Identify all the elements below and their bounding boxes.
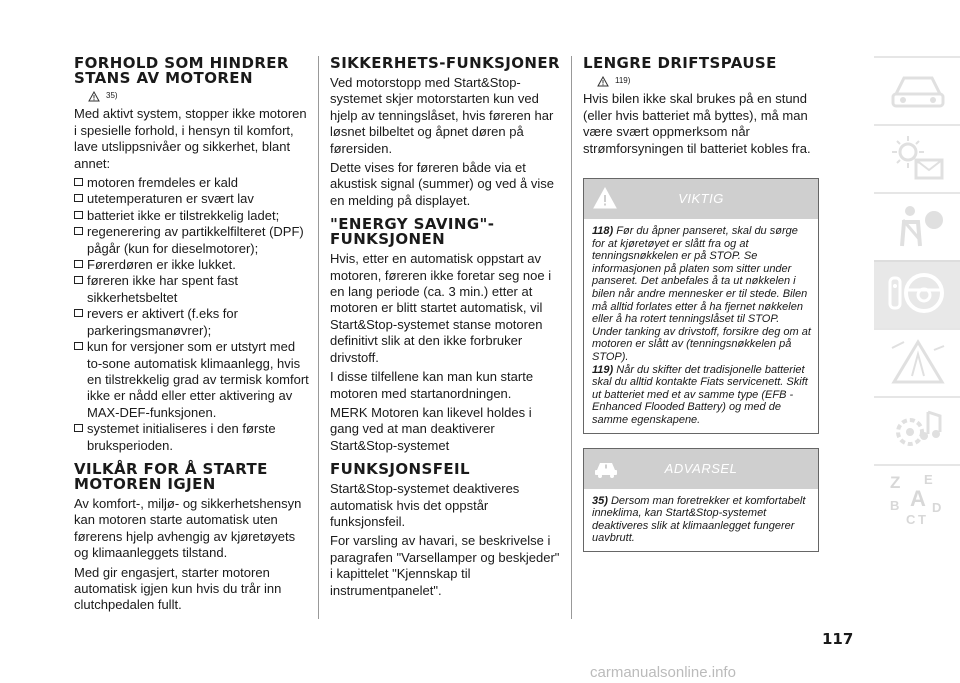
paragraph: Hvis, etter en automatisk oppstart av motoren, føreren ikke foretar seg noe i en lang periode (ca. 3 min.) etter at motoren er blitt startet automatisk, vil Start&Stop-systemet stanse motoren definitivt slik at den ikke forbruker drivstoff. bbox=[330, 251, 552, 365]
tab-index[interactable] bbox=[874, 464, 960, 532]
list-item bbox=[74, 191, 310, 207]
ref-number: 35) bbox=[106, 91, 118, 100]
paragraph: MERK Motoren kan likevel holdes i gang ved at man deaktiverer Start&Stop-systemet bbox=[330, 404, 532, 453]
list-item bbox=[74, 175, 310, 191]
tab-lights-messages[interactable] bbox=[874, 124, 960, 192]
heading-energy-saving: "ENERGY SAVING"-FUNKSJONEN bbox=[330, 215, 495, 249]
column-1 bbox=[74, 56, 310, 617]
tab-maintenance-multimedia[interactable] bbox=[874, 396, 960, 464]
viktig-body bbox=[584, 219, 818, 433]
car-icon bbox=[888, 66, 948, 116]
advarsel-body bbox=[584, 489, 818, 551]
list-item bbox=[74, 339, 310, 421]
checkbox-bullet-icon bbox=[74, 194, 83, 202]
note-text: Før du åpner panseret, skal du sørge for at kjøretøyet er slått fra og at tenningsnøkkelen er på STOP. Se informasjonen på platen som sitter under panseret. Det anbefales å ta ut nøkkelen i bilen når andre mennesker er til stede. Bilen må alltid forlates etter å ha fjernet nøkkelen eller å ha rotert tenningslåset til STOP. Under tanking av drivstoff, forsikre deg om at motoren er slått av (tenningsnøkkelen på STOP). bbox=[592, 225, 811, 363]
viktig-title: VIKTIG bbox=[678, 191, 724, 207]
viktig-box bbox=[583, 178, 819, 434]
index-letter: B bbox=[890, 498, 900, 513]
list-item-text: motoren fremdeles er kald bbox=[87, 175, 239, 191]
checkbox-bullet-icon bbox=[74, 178, 83, 186]
index-letter: E bbox=[924, 472, 933, 487]
checkbox-bullet-icon bbox=[74, 211, 83, 219]
list-item-text: systemet initialiseres i den første bruksperioden. bbox=[87, 421, 276, 453]
column-divider bbox=[571, 56, 572, 619]
checkbox-bullet-icon bbox=[74, 260, 83, 268]
list-item-text: revers er aktivert (f.eks for parkeringsmanøvrer); bbox=[87, 306, 238, 338]
tab-starting-driving[interactable] bbox=[874, 260, 960, 328]
list-item bbox=[74, 257, 310, 273]
lights-mail-icon bbox=[888, 134, 948, 184]
checkbox-bullet-icon bbox=[74, 276, 83, 284]
warning-ref bbox=[597, 73, 819, 89]
list-item-text: regenerering av partikkelfilteret (DPF) pågår (kun for dieselmotorer); bbox=[87, 224, 304, 256]
paragraph: For varsling av havari, se beskrivelse i paragrafen "Varsellamper og beskjeder" i kapittelet "Kjennskap til instrumentpanelet". bbox=[330, 533, 560, 598]
index-letter: Z bbox=[890, 473, 901, 492]
tab-car[interactable] bbox=[874, 56, 960, 124]
warning-road-icon bbox=[888, 338, 948, 388]
list-item-text: kun for versjoner som er utstyrt med to-sone automatisk klimaanlegg, hvis en tilstrekkelig grad av termisk komfort ikke er nådd eller etter aktivering av MAX-DEF-funksjonen. bbox=[87, 339, 309, 420]
key-steering-icon bbox=[888, 270, 948, 320]
checkbox-bullet-icon bbox=[74, 309, 83, 317]
paragraph: Av komfort-, miljø- og sikkerhetshensyn kan motoren starte automatisk uten førerens hjelp avhengig av kjøretøyets og klimaanleggets tilstand. bbox=[74, 495, 302, 561]
column-2 bbox=[330, 56, 562, 602]
warning-triangle-icon bbox=[88, 91, 100, 102]
index-letters-icon bbox=[884, 470, 950, 526]
index-letter: A bbox=[910, 486, 926, 511]
list-item bbox=[74, 421, 310, 454]
checkbox-bullet-icon bbox=[74, 424, 83, 432]
paragraph: Med aktivt system, stopper ikke motoren i spesielle forhold, i hensyn til komfort, lave utslippsnivåer og sikkerhet, blant annet: bbox=[74, 106, 307, 171]
heading-funksjonsfeil: FUNKSJONSFEIL bbox=[330, 460, 470, 479]
condition-list bbox=[74, 175, 310, 454]
chapter-tabs bbox=[874, 56, 960, 532]
settings-music-icon bbox=[888, 406, 948, 456]
list-item bbox=[74, 306, 310, 339]
ref-number: 119) bbox=[615, 76, 631, 85]
note-text: Dersom man foretrekker et komfortabelt inneklima, kan Start&Stop-systemet deaktiveres slik at klimaanlegget fungerer uavbrutt. bbox=[592, 494, 806, 545]
watermark: carmanualsonline.info bbox=[590, 664, 736, 681]
list-item bbox=[74, 273, 310, 306]
note-number: 119) bbox=[592, 363, 614, 376]
advarsel-header bbox=[584, 449, 818, 489]
viktig-header bbox=[584, 179, 818, 219]
paragraph: Ved motorstopp med Start&Stop-systemet skjer motorstarten kun ved hjelp av tenningslåset, hvis føreren har løsnet bilbeltet og åpnet døren på førersiden. bbox=[330, 75, 554, 156]
seatbelt-airbag-icon bbox=[888, 202, 948, 252]
advarsel-box bbox=[583, 448, 819, 552]
warning-ref bbox=[88, 88, 310, 104]
list-item-text: batteriet ikke er tilstrekkelig ladet; bbox=[87, 207, 280, 223]
list-item-text: føreren ikke har spent fast sikkerhetsbeltet bbox=[87, 273, 239, 305]
index-letter: T bbox=[918, 512, 926, 526]
heading-driftspause: LENGRE DRIFTSPAUSE bbox=[583, 54, 777, 72]
checkbox-bullet-icon bbox=[74, 227, 83, 235]
tab-emergency[interactable] bbox=[874, 328, 960, 396]
paragraph: I disse tilfellene kan man kun starte motoren med startanordningen. bbox=[330, 369, 534, 401]
paragraph: Med gir engasjert, starter motoren automatisk igjen kun hvis du trår inn clutchpedalen fullt. bbox=[74, 564, 282, 613]
list-item bbox=[74, 208, 310, 224]
index-letter: C bbox=[906, 512, 916, 526]
list-item bbox=[74, 224, 310, 257]
warning-triangle-icon bbox=[597, 76, 609, 87]
column-divider bbox=[318, 56, 319, 619]
advarsel-title: ADVARSEL bbox=[664, 460, 738, 476]
paragraph: Dette vises for føreren både via et akustisk signal (summer) og ved å vise en melding på displayet. bbox=[330, 160, 554, 208]
index-letter: D bbox=[932, 500, 942, 515]
heading-forhold: FORHOLD SOM HINDRER STANS AV MOTOREN bbox=[74, 54, 289, 87]
note-number: 118) bbox=[592, 225, 614, 238]
heading-vilkar: VILKÅR FOR Å STARTE MOTOREN IGJEN bbox=[74, 459, 268, 493]
note-text: Når du skifter det tradisjonelle batteriet skal du alltid kontakte Fiats servicenett. Skift ut batteriet med et av samme type (EFB - Enhanced Flooded Battery) og med de samme egenskapene. bbox=[592, 363, 808, 426]
note-number: 35) bbox=[592, 494, 608, 507]
list-item-text: Førerdøren er ikke lukket. bbox=[87, 257, 236, 273]
column-3 bbox=[583, 56, 819, 566]
paragraph: Hvis bilen ikke skal brukes på en stund (eller hvis batteriet må byttes), må man være svært oppmerksom når strømforsyningen til batteriet kobles fra. bbox=[583, 91, 811, 156]
paragraph: Start&Stop-systemet deaktiveres automatisk hvis det oppstår funksjonsfeil. bbox=[330, 481, 520, 529]
heading-sikkerhet: SIKKERHETS-FUNKSJONER bbox=[330, 54, 560, 72]
tab-safety[interactable] bbox=[874, 192, 960, 260]
list-item-text: utetemperaturen er svært lav bbox=[87, 191, 254, 207]
page-number: 117 bbox=[822, 630, 854, 648]
checkbox-bullet-icon bbox=[74, 342, 83, 350]
